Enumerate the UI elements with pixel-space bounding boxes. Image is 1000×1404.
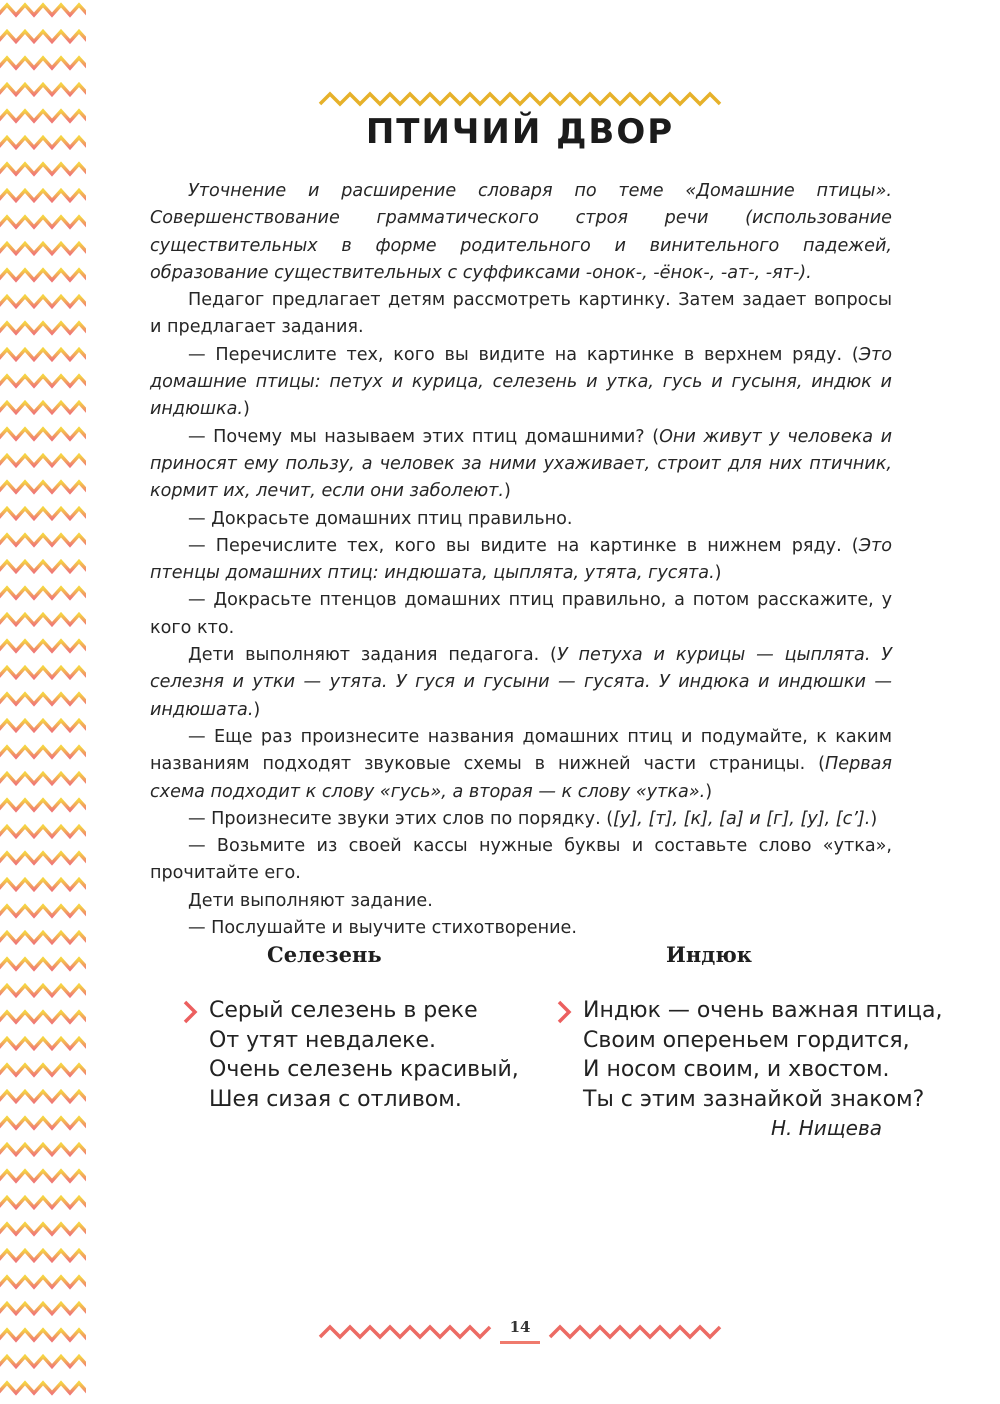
zigzag-row (0, 641, 86, 651)
zigzag-row (0, 244, 86, 254)
poem-line: Серый селезень в реке (209, 998, 478, 1023)
title-zigzag-ornament (318, 88, 722, 110)
poems-section (180, 940, 943, 1160)
poem-line: Ты с этим зазнайкой знаком? (583, 1086, 925, 1112)
zigzag-row (0, 1198, 86, 1208)
zigzag-row (0, 1251, 86, 1261)
poem-line: Очень селезень красивый, (209, 1057, 519, 1082)
zigzag-row (0, 58, 86, 68)
zigzag-row (0, 1304, 86, 1314)
zigzag-sidebar-decoration (0, 0, 86, 1404)
zigzag-row (0, 297, 86, 307)
paragraph-compose-word: — Возьмите из своей кассы нужные буквы и составьте слово «утка», прочитайте его. (150, 836, 892, 884)
zigzag-row (0, 217, 86, 227)
zigzag-row (0, 376, 86, 386)
zigzag-row (0, 1145, 86, 1155)
zigzag-row (0, 482, 86, 492)
zigzag-row (0, 800, 86, 810)
poem-turkey (554, 940, 943, 1143)
paragraph-task-color-chicks: — Докрасьте птенцов домашних птиц правильно, а потом расскажите, у кого кто. (150, 590, 892, 638)
zigzag-row (0, 562, 86, 572)
zigzag-row (0, 350, 86, 360)
poem-title: Индюк (666, 942, 752, 967)
poem-line: Индюк — очень важная птица, (583, 998, 943, 1023)
zigzag-row (0, 959, 86, 969)
paragraph-question-bottom-row: — Перечислите тех, кого вы видите на картинке в нижнем ряду. (Это птенцы домашних птиц: индюшата, цыплята, утята, гусята.) (150, 535, 892, 584)
zigzag-row (0, 429, 86, 439)
paragraph-listen-poem: — Послушайте и выучите стихотворение. (188, 918, 577, 939)
zigzag-row (0, 1065, 86, 1075)
zigzag-row (0, 1357, 86, 1367)
paragraph-pronounce-sounds: — Произнесите звуки этих слов по порядку. ([у], [т], [к], [а] и [г], [у], [с’].) (188, 808, 878, 829)
paragraph-question-why-domestic: — Почему мы называем этих птиц домашними? (Они живут у человека и приносят ему пользу, а человек за ними ухаживает, строит для них птичник, кормит их, лечит, если они заболеют.) (150, 426, 892, 502)
zigzag-row (0, 774, 86, 784)
page-number-underline (500, 1341, 540, 1344)
poem-title: Селезень (267, 942, 382, 967)
zigzag-row (0, 270, 86, 280)
zigzag-row (0, 509, 86, 519)
zigzag-row (0, 403, 86, 413)
paragraph-children-answer: Дети выполняют задания педагога. (У петуха и курицы — цыплята. У селезня и утки — утята. У гуся и гусыни — гусята. У индюка и индюшки — индюшата.) (150, 645, 893, 720)
zigzag-row (0, 456, 86, 466)
zigzag-row (0, 1039, 86, 1049)
zigzag-row (0, 535, 86, 545)
paragraph-children-do-task: Дети выполняют задание. (188, 890, 433, 911)
zigzag-row (0, 880, 86, 890)
page-number: 14 (509, 1318, 531, 1336)
zigzag-row (0, 853, 86, 863)
poem-line: И носом своим, и хвостом. (583, 1057, 890, 1082)
zigzag-row (0, 32, 86, 42)
zigzag-row (0, 1383, 86, 1393)
poem-line: От утят невдалеке. (209, 1027, 436, 1053)
zigzag-row (0, 1224, 86, 1234)
zigzag-row (0, 747, 86, 757)
zigzag-row (0, 694, 86, 704)
page-title: ПТИЧИЙ ДВОР (365, 112, 675, 152)
chevron-right-icon (182, 1000, 198, 1024)
zigzag-row (0, 615, 86, 625)
zigzag-row (0, 827, 86, 837)
paragraph-sound-schemes: — Еще раз произнесите названия домашних птиц и подумайте, к каким названиям подходят звуковые схемы в нижней части страницы. (Первая схема подходит к слову «гусь», а вторая — к слову «утка».) (150, 726, 892, 802)
poem-drake (180, 940, 519, 1114)
zigzag-row (0, 5, 86, 15)
zigzag-row (0, 1277, 86, 1287)
zigzag-row (0, 1012, 86, 1022)
zigzag-row (0, 1171, 86, 1181)
chevron-right-icon (556, 1000, 572, 1024)
zigzag-row (0, 986, 86, 996)
zigzag-row (0, 933, 86, 943)
zigzag-row (0, 164, 86, 174)
paragraph-question-top-row: — Перечислите тех, кого вы видите на картинке в верхнем ряду. (Это домашние птицы: петух и курица, селезень и утка, гусь и гусыня, индюк и индюшка.) (150, 344, 892, 420)
zigzag-row (0, 191, 86, 201)
zigzag-row (0, 588, 86, 598)
lesson-text (150, 178, 892, 942)
paragraph-goals: Уточнение и расширение словаря по теме «Домашние птицы». Совершенствование грамматического строя речи (использование существительных в форме родительного и винительного падежей, образование существительных с суффиксами -онок-, -ёнок-, -ат-, -ят-). (150, 181, 892, 283)
paragraph-intro: Педагог предлагает детям рассмотреть картинку. Затем задает вопросы и предлагает задания. (150, 290, 892, 338)
paragraph-task-color-birds: — Докрасьте домашних птиц правильно. (188, 508, 573, 529)
poem-line: Своим опереньем гордится, (583, 1027, 910, 1053)
zigzag-row (0, 85, 86, 95)
zigzag-row (0, 323, 86, 333)
poem-author: Н. Нищева (771, 1116, 882, 1140)
zigzag-row (0, 1118, 86, 1128)
poem-line: Шея сизая с отливом. (209, 1086, 462, 1112)
zigzag-row (0, 1092, 86, 1102)
zigzag-row (0, 721, 86, 731)
zigzag-row (0, 668, 86, 678)
zigzag-row (0, 906, 86, 916)
